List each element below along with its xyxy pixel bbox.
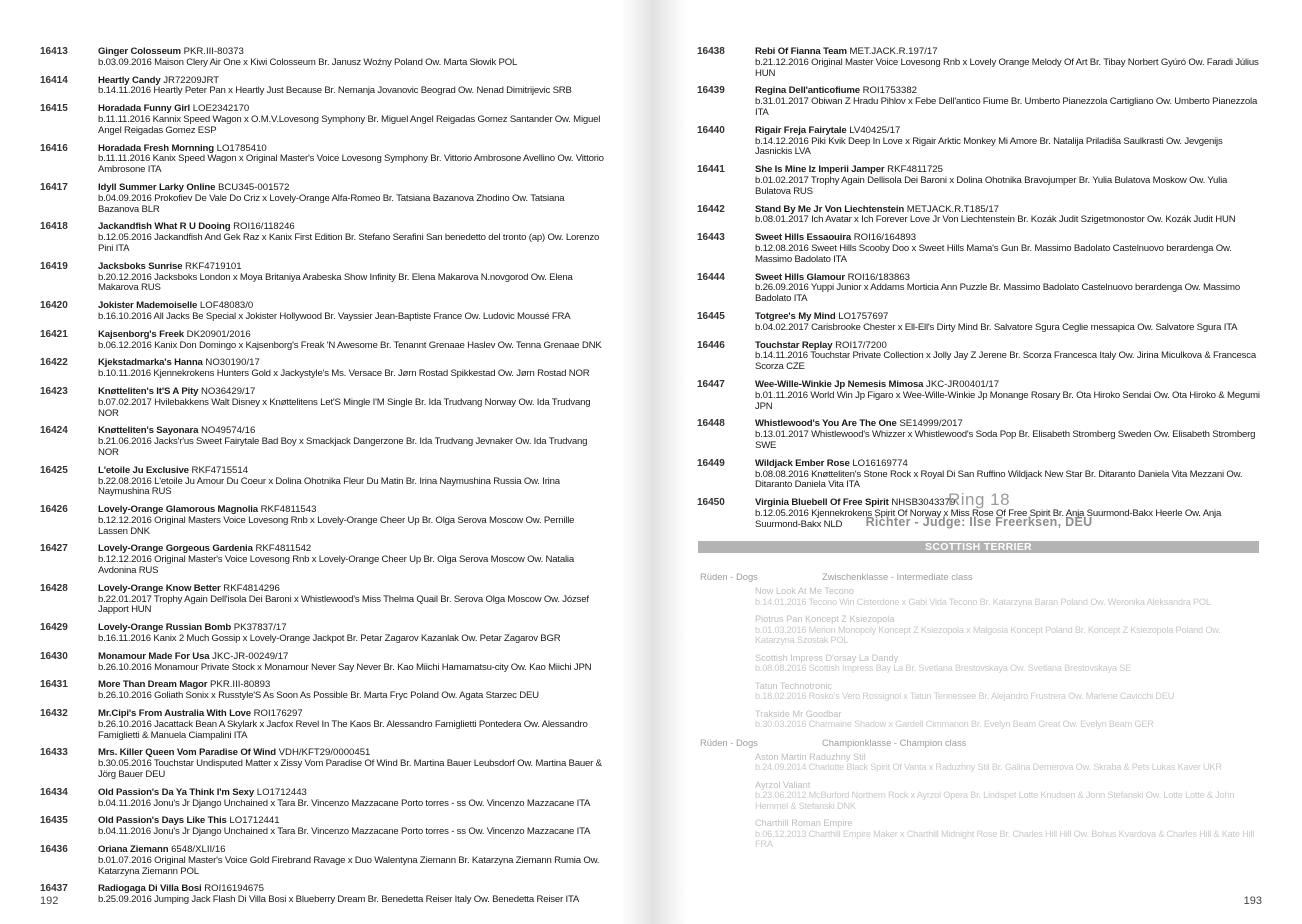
entry-body [755, 653, 1262, 674]
entry-body [98, 222, 604, 254]
registration-number: ROI16194675 [204, 883, 264, 895]
breed-subtitle [700, 556, 1262, 568]
entry-detail: b.11.11.2016 Kanix Speed Wagon x Original Master's Voice Lovesong Symphony Br. Vittorio Ambrosone Avellino Ow. Vittorio Ambrosone ITA [98, 153, 604, 176]
entry-detail: b.13.01.2017 Whistlewood's Whizzer x Whistlewood's Soda Pop Br. Elisabeth Stromberg Sweden Ow. Elisabeth Stromberg SWE [755, 429, 1256, 451]
entry-body [755, 818, 1262, 850]
catalog-entry [40, 47, 604, 69]
breed-header: SCOTTISH TERRIER [698, 541, 1259, 553]
entry-body [755, 752, 1262, 773]
registration-number: RKF4715514 [191, 464, 249, 476]
registration-number: MET.JACK.R.197/17 [849, 46, 938, 57]
registration-number: RKF4814296 [223, 582, 280, 594]
entry-number: 16418 [40, 221, 68, 233]
entry-detail: b.14.01.2016 Tecono Win Cisterdone x Gabi Vida Tecono Br. Katarzyna Baran Poland Ow. Weronika Aleksandra POL [755, 596, 1211, 607]
catalog-entry [40, 222, 604, 254]
entry-number: 16423 [40, 385, 68, 397]
dog-name: Oriana Ziemann [98, 844, 169, 856]
registration-number: NO49574/16 [200, 425, 256, 437]
registration-number: SE14999/2017 [899, 418, 963, 430]
catalog-entry [40, 144, 604, 176]
entry-number: 16447 [697, 378, 725, 390]
entry-number [700, 709, 755, 730]
catalog-entry [697, 459, 1261, 491]
entry-body [98, 884, 604, 906]
catalog-entry [40, 584, 604, 616]
class-header [700, 737, 1262, 748]
entry-title-line [98, 262, 604, 273]
entry-title-line [755, 780, 1262, 791]
registration-number: VDH/KFT29/0000451 [278, 747, 371, 759]
entry-number: 16429 [40, 622, 68, 634]
entry-body [755, 312, 1261, 334]
catalog-entry [40, 623, 604, 645]
dog-name: Kjekstadmarka's Hanna [98, 357, 203, 369]
faded-class-section [700, 556, 1262, 857]
dog-name: Totgree's My Mind [755, 310, 836, 322]
registration-number: ROI176297 [253, 708, 303, 720]
entry-detail: b.21.12.2016 Original Master Voice Lovesong Rnb x Lovely Orange Melody Of Art Br. Tibay Norbert Gyúró Ow. Faradi Július HUN [755, 56, 1259, 79]
catalog-entry [40, 788, 604, 810]
entry-detail: b.22.01.2017 Trophy Again Dell'isola Dei Baroni x Whistlewood's Miss Thelma Quail Br. Serova Olga Moscow Ow. József Japport HUN [98, 593, 589, 616]
entry-body [98, 262, 604, 294]
dog-name: Kajsenborg's Freek [98, 328, 184, 340]
entry-title-line [755, 586, 1262, 597]
catalog-entry [697, 165, 1261, 197]
entry-number: 16439 [697, 85, 725, 97]
entry-body [755, 47, 1261, 79]
registration-number: ROI16/164893 [853, 232, 917, 244]
entry-detail: b.26.10.2016 Jacattack Bean A Skylark x Jacfox Revel In The Kaos Br. Alessandro Famiglietti Pontedera Ow. Alessandro Famiglietti & Manuela Ciampalini ITA [98, 718, 588, 741]
entry-body [98, 466, 604, 498]
entry-body [98, 652, 604, 674]
entry-title-line [755, 752, 1262, 763]
catalog-entry [697, 205, 1261, 227]
entry-body [98, 76, 604, 98]
entry-number: 16441 [697, 164, 725, 176]
entry-number: 16420 [40, 300, 68, 312]
dog-name: Lovely-Orange Glamorous Magnolia [98, 504, 258, 516]
class-header [700, 571, 1262, 582]
dog-name: Jackandfish What R U Dooing [98, 221, 231, 233]
entry-number: 16413 [40, 46, 68, 57]
entry-body [98, 104, 604, 136]
ring-title: Ring 18 [947, 490, 1011, 509]
catalog-entry [697, 312, 1261, 334]
gutter-shadow [621, 0, 651, 924]
dog-name: Piotrus Pan Koncept Z Ksiezopola [755, 614, 895, 624]
dog-name: Old Passion's Days Like This [98, 815, 227, 827]
class-gender: Rüden - Dogs [700, 736, 758, 748]
entry-number: 16437 [40, 883, 68, 895]
entry-number: 16431 [40, 679, 68, 691]
faded-entry [700, 818, 1262, 850]
catalog-entry [40, 845, 604, 877]
registration-number: ROI16/118246 [233, 221, 295, 233]
entry-detail: b.07.02.2017 Hvilebakkens Walt Disney x Knøttelitens Let'S Mingle I'M Single Br. Ida Trudvang Norway Ow. Ida Trudvang NOR [98, 396, 591, 419]
entry-number [700, 681, 755, 702]
dog-name: Jokister Mademoiselle [98, 300, 198, 312]
entry-body [755, 341, 1261, 373]
dog-name: Lovely-Orange Gorgeous Gardenia [98, 543, 253, 555]
entry-number: 16448 [697, 418, 725, 430]
entry-detail: b.14.12.2016 Piki Kvik Deep In Love x Rigair Arktic Monkey Mi Amore Br. Natalija Priladiša Saulkrasti Ow. Jevgenijs Jasnickis LVA [755, 135, 1223, 158]
entry-body [755, 86, 1261, 118]
catalog-entry [40, 884, 604, 906]
catalog-entry [40, 748, 604, 780]
catalog-entry [40, 104, 604, 136]
entry-number [700, 614, 755, 646]
entry-number: 16435 [40, 815, 68, 827]
page-number-left: 192 [40, 895, 59, 907]
entry-body [98, 183, 604, 215]
catalog-entry [697, 273, 1261, 305]
dog-name: Virginia Bluebell Of Free Spirit [755, 497, 889, 509]
entry-detail: b.11.11.2016 Kannix Speed Wagon x O.M.V.Lovesong Symphony Br. Miguel Angel Reigadas Gomez Santander Ow. Miguel Angel Reigadas Gomez ESP [98, 113, 601, 136]
class-name: Zwischenklasse - Intermediate class [822, 571, 973, 582]
entry-detail: b.20.12.2016 Jacksboks London x Moya Britaniya Arabeska Show Infinity Br. Elena Makarova N.novgorod Ow. Elena Makarova RUS [98, 271, 573, 294]
entry-body [98, 505, 604, 537]
dog-name: Scottish Impress D'orsay La Dandy [755, 652, 899, 663]
registration-number: ROI1753382 [862, 85, 917, 97]
entry-detail: b.03.09.2016 Maison Clery Air One x Kiwi Colosseum Br. Janusz Woźny Poland Ow. Marta Słowik POL [98, 56, 518, 68]
dog-name: She Is Mine Iz Imperii Jamper [755, 164, 885, 176]
registration-number: 6548/XLII/16 [171, 844, 226, 856]
dog-name: Jacksboks Sunrise [98, 260, 183, 272]
catalog-entry [40, 505, 604, 537]
entry-title-line [98, 330, 604, 341]
gutter-shadow [651, 0, 687, 924]
faded-entry [700, 586, 1262, 607]
entry-number: 16440 [697, 124, 725, 136]
entry-title-line [98, 788, 604, 799]
entry-detail: b.31.01.2017 Obiwan Z Hradu Pihlov x Febe Dell'antico Fiume Br. Umberto Pianezzola Cartigliano Ow. Umberto Pianezzola ITA [755, 96, 1258, 118]
dog-name: Wee-Wille-Winkie Jp Nemesis Mimosa [755, 378, 924, 390]
entry-title-line [755, 653, 1262, 664]
registration-number: LO1712443 [256, 786, 307, 798]
entry-number: 16443 [697, 232, 725, 244]
entry-number: 16427 [40, 543, 68, 555]
entry-number: 16430 [40, 650, 68, 662]
entry-detail: b.30.05.2016 Touchstar Undisputed Matter x Zissy Vom Paradise Of Wind Br. Martina Bauer Leubsdorf Ow. Martina Bauer & Jörg Bauer DEU [98, 758, 602, 781]
entry-number: 16436 [40, 844, 68, 856]
catalog-entry [40, 330, 604, 352]
entry-detail: b.12.12.2016 Original Masters Voice Lovesong Rnb x Lovely-Orange Cheer Up Br. Olga Serova Moscow Ow. Pernille Lassen DNK [98, 514, 575, 537]
dog-name: Sweet Hills Essaouira [755, 232, 852, 244]
catalog-entry [40, 709, 604, 741]
entry-number: 16424 [40, 425, 68, 437]
entry-detail: b.14.11.2016 Heartly Peter Pan x Heartly Just Because Br. Nemanja Jovanovic Beograd Ow. Nenad Dimitrijevic SRB [98, 85, 572, 97]
entry-number: 16433 [40, 747, 68, 759]
entry-body [98, 330, 604, 352]
entry-detail: b.01.07.2016 Original Master's Voice Gold Firebrand Ravage x Duo Walentyna Ziemann Br. Katarzyna Ziemann Rumia Ow. Katarzyna Ziemann POL [98, 854, 600, 877]
registration-number: JR72209JRT [163, 74, 220, 86]
entry-body [755, 126, 1261, 158]
faded-entry [700, 780, 1262, 812]
entry-number: 16449 [697, 457, 725, 469]
entry-detail: b.01.11.2016 World Win Jp Figaro x Wee-Wille-Winkie Jp Monange Rosary Br. Ota Hiroko Sendai Ow. Ota Hiroko & Megumi JPN [755, 389, 1260, 412]
entry-detail: b.06.12.2016 Kanix Don Domingo x Kajsenborg's Freak 'N Awesome Br. Tenannt Grenaae Haslev Ow. Tenna Grenaae DNK [98, 339, 602, 351]
registration-number: JKC-JR-00249/17 [212, 650, 289, 662]
registration-number: METJACK.R.T185/17 [906, 203, 1000, 215]
entry-title-line [98, 466, 604, 477]
left-entry-list [40, 47, 604, 913]
faded-entry [700, 752, 1262, 773]
faded-entry [700, 614, 1262, 646]
entry-number [700, 586, 755, 607]
entry-number: 16426 [40, 504, 68, 516]
registration-number: LO1785410 [216, 142, 267, 154]
dog-name: Lovely-Orange Russian Bomb [98, 622, 232, 634]
entry-detail: b.01.03.2016 Merion Monopoly Koncept Z Ksiezopola x Malgosia Koncept Poland Br. Koncept Z Ksiezopola Poland Ow. Katarzyna Szostak POL [755, 624, 1221, 645]
right-entry-list [697, 47, 1261, 537]
entry-detail: b.08.08.2016 Knøtteliten's Stone Rock x Royal Di San Ruffino Wildjack New Star Br. Ditaranto Daniela Vita Mezzani Ow. Ditaranto Daniela Vita ITA [755, 468, 1243, 491]
catalog-entry [40, 544, 604, 576]
dog-name: Horadada Funny Girl [98, 103, 191, 115]
entry-detail: b.25.09.2016 Jumping Jack Flash Di Villa Bosi x Blueberry Dream Br. Benedetta Reiser Italy Ow. Benedetta Reiser ITA [98, 894, 580, 906]
entry-title-line [755, 709, 1262, 720]
entry-number: 16444 [697, 271, 725, 283]
catalog-entry [697, 419, 1261, 451]
entry-detail: b.16.11.2016 Kanix 2 Much Gossip x Lovely-Orange Jackpot Br. Petar Zagarov Kazanlak Ow. Petar Zagarov BGR [98, 633, 561, 645]
entry-detail: b.12.12.2016 Original Master's Voice Lovesong Rnb x Lovely-Orange Cheer Up Br. Olga Serova Moscow Ow. Natalia Avdonina RUS [98, 554, 574, 577]
entry-detail: b.24.09.2014 Charlotte Black Spirit Of Vanta x Raduzhny Stil Br. Galina Demerova Ow. Skraba & Pets Lukas Kaver UKR [755, 762, 1222, 772]
faded-entry [700, 681, 1262, 702]
entry-body [755, 614, 1262, 646]
entry-detail: b.06.12.2013 Charthill Empire Maker x Charthill Midnight Rose Br. Charles Hill Hill Ow. Bohus Kvardova & Charles Hill & Kate Hill FRA [755, 828, 1255, 849]
catalog-entry [40, 358, 604, 380]
entry-body [98, 709, 604, 741]
dog-name: Heartly Candy [98, 74, 161, 86]
entry-title-line [755, 614, 1262, 625]
entry-detail: b.26.09.2016 Yuppi Junior x Addams Morticia Ann Puzzle Br. Massimo Badolato Castelnuovo berardenga Ow. Massimo Badolato ITA [755, 282, 1240, 305]
entry-number: 16442 [697, 203, 725, 215]
registration-number: NO30190/17 [205, 357, 260, 369]
registration-number: NO36429/17 [200, 385, 256, 397]
faded-entry [700, 709, 1262, 730]
entry-number: 16415 [40, 103, 68, 115]
catalog-entry [40, 816, 604, 838]
dog-name: Rigair Freja Fairytale [755, 124, 847, 136]
entry-detail: b.08.08.2016 Scottish Impress Bay La Br. Svetlana Brestovskaya Ow. Svetlana Brestovskaya SE [755, 663, 1132, 673]
dog-name: Lovely-Orange Know Better [98, 582, 221, 594]
entry-number: 16416 [40, 142, 68, 154]
entry-body [98, 748, 604, 780]
entry-body [98, 426, 604, 458]
entry-body [98, 358, 604, 380]
entry-detail: b.18.02.2016 Rosko's Vero Rossignol x Tatun Tennessee Br. Alejandro Frustrera Ow. Marlene Cavicchi DEU [755, 691, 1175, 701]
entry-body [98, 816, 604, 838]
entry-body [98, 623, 604, 645]
entry-detail: b.23.06.2012 McBurford Northern Rock x Ayrzol Opera Br. Lindspet Lotte Knudsen & Jonn Stefanski Ow. Lotte Lotte & John Hemmel & Stefanski DNK [755, 790, 1235, 811]
entry-body [755, 165, 1261, 197]
registration-number: LO1712441 [229, 815, 280, 827]
entry-detail: b.04.09.2016 Prokofiev De Vale Do Criz x Lovely-Orange Alfa-Romeo Br. Tatsiana Bazanova Zhodino Ow. Tatsiana Bazanova BLR [98, 192, 565, 215]
catalog-entry [697, 233, 1261, 265]
catalog-entry [697, 86, 1261, 118]
registration-number: RKF4719101 [185, 260, 242, 272]
dog-name: Ayrzol Valiant [755, 779, 811, 790]
registration-number: LO1757697 [838, 310, 889, 322]
dog-name: Ginger Colosseum [98, 46, 181, 57]
entry-number: 16428 [40, 582, 68, 594]
registration-number: ROI16/183863 [847, 271, 910, 283]
entry-number [700, 780, 755, 812]
catalog-entry [40, 387, 604, 419]
entry-detail: b.21.06.2016 Jacks'r'us Sweet Fairytale Bad Boy x Smackjack Dangerzone Br. Ida Trudvang Jevnaker Ow. Ida Trudvang NOR [98, 436, 588, 458]
registration-number: LOF48083/0 [199, 300, 254, 312]
dog-name: Old Passion's Da Ya Think I'm Sexy [98, 786, 255, 798]
dog-name: Tatun Technotronic [755, 680, 832, 691]
entry-body [755, 586, 1262, 607]
entry-body [98, 47, 604, 69]
entry-detail: b.08.01.2017 Ich Avatar x Ich Forever Love Jr Von Liechtenstein Br. Kozák Judit Szigetmonostor Ow. Kozák Judit HUN [755, 214, 1236, 226]
entry-detail: b.22.08.2016 L'etoile Ju Amour Du Coeur x Dolina Ohotnika Fleur Du Matin Br. Irina Naymushina Russia Ow. Irina Naymushina RUS [98, 475, 560, 498]
dog-name: Wildjack Ember Rose [755, 457, 850, 469]
entry-body [755, 380, 1261, 412]
dog-name: Whistlewood's You Are The One [755, 418, 897, 430]
entry-detail: b.16.10.2016 All Jacks Be Special x Jokister Hollywood Br. Vayssier Jean-Baptiste France Ow. Ludovic Moussé FRA [98, 310, 571, 322]
entry-detail: b.26.10.2016 Monamour Private Stock x Monamour Never Say Never Br. Kao Miichi Hamamatsu-city Ow. Kao Miichi JPN [98, 661, 592, 673]
dog-name: Knøtteliten's Sayonara [98, 425, 199, 437]
entry-number: 16425 [40, 464, 68, 476]
entry-detail: b.14.11.2016 Touchstar Private Collection x Jolly Jay Z Jerene Br. Scorza Francesca Italy Ow. Jirina Miculkova & Francesca Scorza CZE [755, 350, 1256, 373]
registration-number: ROI17/7200 [835, 339, 887, 351]
judge-line: Richter - Judge: Ilse Freerksen, DEU [865, 515, 1093, 529]
dog-name: Monamour Made For Usa [98, 650, 210, 662]
entry-title-line [755, 818, 1262, 829]
entry-detail: b.01.02.2017 Trophy Again Dellisola Dei Baroni x Dolina Ohotnika Bravojumper Br. Yulia Bulatova Moskow Ow. Yulia Bulatova RUS [755, 174, 1228, 197]
entry-body [98, 387, 604, 419]
entry-body [98, 544, 604, 576]
entry-number: 16419 [40, 260, 68, 272]
dog-name: Trakside Mr Goodbar [755, 708, 842, 719]
entry-body [98, 845, 604, 877]
registration-number: JKC-JR00401/17 [926, 378, 1000, 390]
registration-number: LV40425/17 [849, 124, 901, 136]
entry-title-line [755, 126, 1261, 137]
entry-number: 16414 [40, 74, 68, 86]
catalog-entry [40, 426, 604, 458]
catalog-entry [697, 341, 1261, 373]
entry-body [755, 709, 1262, 730]
page-number-right: 193 [1243, 895, 1262, 907]
catalog-entry [40, 262, 604, 294]
catalog-entry [697, 126, 1261, 158]
entry-number: 16445 [697, 310, 725, 322]
class-gender: Rüden - Dogs [700, 571, 758, 582]
entry-body [98, 680, 604, 702]
entry-detail: b.12.05.2016 Jackandfish And Gek Raz x Kanix First Edition Br. Stefano Serafini San benedetto del tronto (ap) Ow. Lorenzo Pini ITA [98, 232, 600, 254]
entry-body [755, 681, 1262, 702]
dog-name: Regina Dell'anticofiume [755, 85, 860, 97]
dog-name: Stand By Me Jr Von Liechtenstein [755, 203, 905, 215]
entry-detail: b.26.10.2016 Goliath Sonix x Russtyle'S As Soon As Possible Br. Marta Fryc Poland Ow. Agata Starzec DEU [98, 690, 539, 702]
entry-body [98, 144, 604, 176]
catalog-entry [40, 183, 604, 215]
entry-number: 16422 [40, 357, 68, 369]
dog-name: Mr.Cipi's From Australia With Love [98, 708, 251, 720]
entry-title-line [755, 459, 1261, 470]
catalog-entry [697, 380, 1261, 412]
dog-name: L'etoile Ju Exclusive [98, 464, 189, 476]
entry-number [700, 818, 755, 850]
catalog-entry [40, 76, 604, 98]
entry-body [98, 584, 604, 616]
entry-detail: b.12.08.2016 Sweet Hills Scooby Doo x Sweet Hills Mama's Gun Br. Massimo Badolato Castelnuovo berardenga Ow. Massimo Badolato ITA [755, 242, 1232, 265]
entry-detail: b.04.11.2016 Jonu's Jr Django Unchained x Tara Br. Vincenzo Mazzacane Porto torres - ss Ow. Vincenzo Mazzacane ITA [98, 826, 591, 838]
entry-number: 16432 [40, 708, 68, 720]
entry-body [755, 419, 1261, 451]
registration-number: RKF4811542 [255, 543, 312, 555]
faded-entry [700, 653, 1262, 674]
dog-name: Knøtteliten's It'S A Pity [98, 385, 199, 397]
entry-body [755, 233, 1261, 265]
dog-name: Idyll Summer Larky Online [98, 181, 216, 193]
entry-number [700, 653, 755, 674]
entry-body [755, 780, 1262, 812]
entry-body [755, 273, 1261, 305]
entry-body [98, 788, 604, 810]
entry-detail: b.12.05.2016 Kjennekrokens Spirit Of Norway x Miss Rose Of Free Spirit Br. Anja Suurmond-Bakx Heerle Ow. Anja Suurmond-Bakx NLD [755, 507, 1222, 530]
class-name: Championklasse - Champion class [822, 736, 967, 748]
registration-number: PKR.III-80893 [210, 679, 271, 691]
catalog-entry [40, 680, 604, 702]
catalog-entry [697, 47, 1261, 79]
registration-number: BCU345-001572 [217, 181, 290, 193]
dog-name: Touchstar Replay [755, 339, 833, 351]
registration-number: RKF4811725 [887, 164, 943, 176]
registration-number: NHSB3043379 [891, 497, 956, 509]
entry-number: 16434 [40, 786, 68, 798]
dog-name: Rebi Of Fianna Team [755, 46, 847, 57]
catalog-entry [40, 301, 604, 323]
dog-name: Mrs. Killer Queen Vom Paradise Of Wind [98, 747, 276, 759]
dog-name: Aston Martin Raduzhny Stil [755, 751, 866, 762]
registration-number: PK37837/17 [233, 622, 287, 634]
entry-number: 16450 [697, 497, 725, 509]
dog-name: Radiogaga Di Villa Bosi [98, 883, 202, 895]
entry-detail: b.04.11.2016 Jonu's Jr Django Unchained x Tara Br. Vincenzo Mazzacane Porto torres - ss Ow. Vincenzo Mazzacane ITA [98, 797, 591, 809]
entry-detail: b.30.03.2016 Charmaine Shadow x Gardell Cimmanon Br. Evelyn Beam Great Ow. Evelyn Beam GER [755, 719, 1154, 729]
catalog-entry [40, 652, 604, 674]
registration-number: PKR.III-80373 [183, 46, 244, 57]
entry-body [98, 301, 604, 323]
catalog-entry [40, 466, 604, 498]
entry-number: 16446 [697, 339, 725, 351]
registration-number: LOE2342170 [192, 103, 250, 115]
entry-number: 16438 [697, 46, 725, 57]
entry-title-line [755, 681, 1262, 692]
entry-number [700, 752, 755, 773]
entry-body [755, 459, 1261, 491]
entry-detail: b.10.11.2016 Kjennekrokens Hunters Gold x Jackystyle's Ms. Versace Br. Jørn Rostad Spikkestad Ow. Jørn Rostad NOR [98, 368, 590, 380]
dog-name: Sweet Hills Glamour [755, 271, 845, 283]
dog-name: Now Look At Me Tecono [755, 586, 854, 596]
dog-name: Horadada Fresh Mornning [98, 142, 214, 154]
dog-name: More Than Dream Magor [98, 679, 208, 691]
registration-number: DK20901/2016 [186, 328, 251, 340]
registration-number: LO16169774 [852, 457, 908, 469]
entry-number: 16421 [40, 328, 68, 340]
entry-detail: b.04.02.2017 Carisbrooke Chester x Ell-Ell's Dirty Mind Br. Salvatore Sgura Ceglie messapica Ow. Salvatore Sgura ITA [755, 321, 1238, 333]
entry-body [755, 205, 1261, 227]
dog-name: Charthill Roman Empire [755, 818, 853, 828]
entry-number: 16417 [40, 181, 68, 193]
registration-number: RKF4811543 [260, 504, 317, 516]
